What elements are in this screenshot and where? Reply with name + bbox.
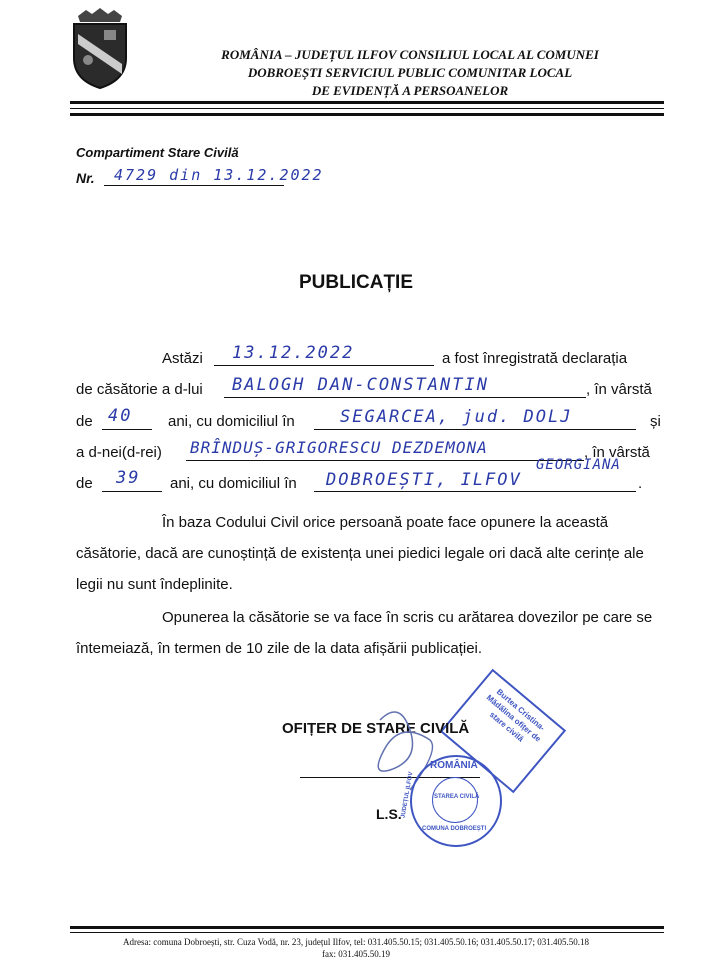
- de-label: de: [76, 413, 93, 430]
- legal-paragraph-2: Opunerea la căsătorie se va face în scris cu arătarea dovezilor pe care se întemeiază, în termen de 10 zile de la data afișării publicației.: [76, 609, 653, 657]
- de-label-2: de: [76, 475, 93, 492]
- registered-text: a fost înregistrată declarația: [442, 350, 628, 367]
- bride-address-underline: [314, 491, 636, 492]
- ls-label: L.S.: [376, 806, 402, 822]
- bride-name: BRÎNDUȘ-GRIGORESCU DEZDEMONA: [190, 438, 488, 457]
- groom-underline: [224, 397, 586, 398]
- domicile-label-2: ani, cu domiciliul în: [170, 475, 297, 492]
- nr-label: Nr.: [76, 170, 95, 186]
- groom-age-underline: [102, 429, 152, 430]
- marriage-label: de căsătorie a d-lui: [76, 381, 203, 398]
- coat-of-arms-logo: [70, 8, 130, 90]
- groom-address: SEGARCEA, jud. DOLJ: [340, 407, 573, 427]
- footer-line-2: fax: 031.405.50.19: [322, 949, 390, 959]
- stamp-center-text: STAREA CIVILĂ: [434, 794, 480, 800]
- footer-address: [0, 936, 712, 960]
- bride-address: DOBROEȘTI, ILFOV: [326, 470, 522, 490]
- footer-line-1: Adresa: comuna Dobroești, str. Cuza Vodă, nr. 23, județul Ilfov, tel: 031.405.50.15; 031.405.50.16; 031.405.50.17; 031.405.50.18: [122, 937, 590, 947]
- signature-title: OFIȚER DE STARE CIVILĂ: [282, 720, 470, 737]
- astazi-label: Astăzi: [162, 350, 203, 367]
- stamp-country-text: ROMÂNIA: [430, 760, 478, 771]
- nr-underline: [104, 185, 284, 186]
- stamp-side-text: JUDEȚUL ILFOV: [400, 771, 415, 819]
- bride-age: 39: [116, 468, 141, 488]
- groom-address-underline: [314, 429, 636, 430]
- bride-age-underline: [102, 491, 162, 492]
- registration-number: 4729 din 13.12.2022: [114, 166, 324, 184]
- legal-paragraph-1: În baza Codului Civil orice persoană poate face opunere la această căsătorie, dacă are cunoștință de existența unei piedici legale ori dacă alte cerințe ale legii nu sunt îndeplinite.: [76, 514, 644, 593]
- bride-label: a d-nei(d-rei): [76, 444, 162, 461]
- header-line-1: ROMÂNIA – JUDEȚUL ILFOV CONSILIUL LOCAL AL COMUNEI: [221, 47, 599, 62]
- header-rule-thick-2: [70, 113, 664, 116]
- officer-stamp-text: Burtea Cristina-Mădălina ofițer de stare civilă: [484, 687, 547, 744]
- date-underline: [214, 365, 434, 366]
- groom-name: BALOGH DAN-CONSTANTIN: [232, 375, 489, 395]
- stamp-bottom-text: COMUNA DOBROEȘTI: [422, 826, 487, 832]
- end-period: .: [638, 475, 643, 492]
- department-label: Compartiment Stare Civilă: [76, 145, 239, 160]
- header-line-3: DE EVIDENȚĂ A PERSOANELOR: [311, 83, 509, 98]
- domicile-label: ani, cu domiciliul în: [168, 413, 295, 430]
- official-round-stamp-inner: [432, 777, 478, 823]
- groom-age: 40: [108, 406, 133, 426]
- document-title: PUBLICAȚIE: [299, 272, 413, 293]
- si-label: și: [650, 413, 661, 430]
- footer-rule-thin: [70, 932, 664, 933]
- bride-underline: [186, 460, 584, 461]
- header-line-2: DOBROEȘTI SERVICIUL PUBLIC COMUNITAR LOCAL: [247, 65, 573, 80]
- footer-rule: [70, 926, 664, 929]
- bride-name-continuation: GEORGIANA: [536, 457, 621, 473]
- declaration-date: 13.12.2022: [232, 343, 355, 363]
- groom-age-label: , în vârstă: [586, 381, 652, 398]
- institution-header: [150, 46, 670, 100]
- header-rule-thick: [70, 101, 664, 104]
- bride-age-label: , în vârstă: [584, 444, 650, 461]
- header-rule-thin: [70, 108, 664, 109]
